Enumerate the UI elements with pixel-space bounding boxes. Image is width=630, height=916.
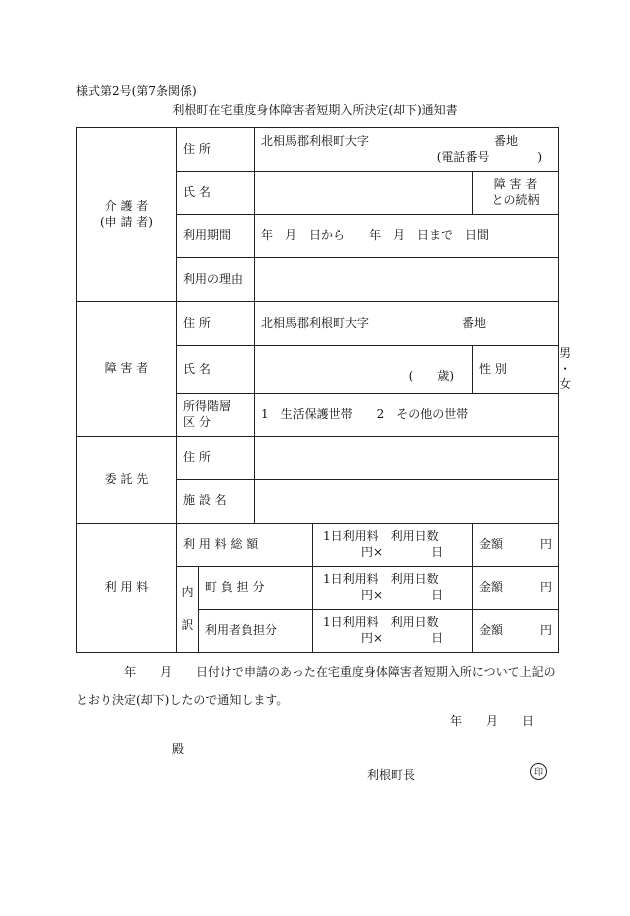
contractor-address-label: 住 所 (177, 436, 255, 479)
town-share-calc[interactable]: 1日利用料 利用日数 円× 日 (313, 566, 473, 609)
caregiver-section-label: 介 護 者 (申 請 者) (77, 128, 177, 302)
income-class-options[interactable]: 1 生活保護世帯 2 その他の世帯 (255, 393, 559, 436)
relation-label: 障 害 者 との続柄 (473, 172, 559, 215)
disabled-section-label: 障 害 者 (77, 302, 177, 437)
facility-name-label: 施 設 名 (177, 479, 255, 523)
breakdown-label: 内 訳 (177, 566, 199, 652)
issuer-name: 利根町長 (367, 768, 416, 782)
user-share-amount[interactable]: 金額 円 (473, 609, 559, 652)
facility-name-field[interactable] (255, 479, 559, 523)
caregiver-name-field[interactable] (255, 172, 473, 215)
income-class-label: 所得階層 区 分 (177, 393, 255, 436)
caregiver-address-cell[interactable]: 北相馬郡利根町大字 番地 (電話番号 ) (255, 128, 559, 172)
fee-total-label: 利 用 料 総 額 (177, 523, 313, 566)
fee-total-amount[interactable]: 金額 円 (473, 523, 559, 566)
form-number: 様式第2号(第7条関係) (76, 84, 197, 98)
caregiver-name-label: 氏 名 (177, 172, 255, 215)
age-field: ( 歳) (408, 368, 455, 383)
disabled-address-cell[interactable]: 北相馬郡利根町大字 番地 (255, 302, 559, 346)
contractor-address-field[interactable] (255, 436, 559, 479)
period-label: 利用期間 (177, 215, 255, 258)
document-title: 利根町在宅重度身体障害者短期入所決定(却下)通知書 (172, 103, 458, 117)
fee-total-calc[interactable]: 1日利用料 利用日数 円× 日 (313, 523, 473, 566)
seal-icon: 印 (530, 763, 547, 780)
contractor-section-label: 委 託 先 (77, 436, 177, 523)
notice-date: 年 月 日 (450, 714, 535, 728)
town-share-label: 町 負 担 分 (199, 566, 313, 609)
user-share-label: 利用者負担分 (199, 609, 313, 652)
period-field[interactable]: 年 月 日から 年 月 日まで 日間 (255, 215, 559, 258)
addressee-suffix: 殿 (172, 742, 185, 756)
closing-statement: 年 月 日付けで申請のあった在宅重度身体障害者短期入所について上記のとおり決定(却下)したので通知します。 (76, 665, 556, 707)
reason-label: 利用の理由 (177, 258, 255, 302)
disabled-name-label: 氏 名 (177, 346, 255, 394)
gender-label: 性 別 (473, 346, 559, 394)
disabled-name-field[interactable] (255, 346, 473, 394)
user-share-calc[interactable]: 1日利用料 利用日数 円× 日 (313, 609, 473, 652)
notice-form-table: 介 護 者 (申 請 者) 住 所 北相馬郡利根町大字 番地 (電話番号 ) 氏 名 障 害 者 との続柄 利用期間 年 月 日から 年 月 日まで 日間 利用の理由 障 害 者 住 所 北相馬郡利根町大字 番地 氏 名 ( 歳) 性 別 男 ・ 女 所得階層 区 分 1 生活保護世帯 2 その他の世帯 委 託 先 住 所 施 設 名 利 用 料 利 用 料 総 額 1日利用料 利用日数 円× 日 金額 円 内 訳 町 負 担 分 1日利用料 利用日数 円× 日 金額 円 利用者負担分 1日利用料 利用日数 円× 日 金額 円 (76, 127, 559, 653)
caregiver-address-label: 住 所 (177, 128, 255, 172)
town-share-amount[interactable]: 金額 円 (473, 566, 559, 609)
fees-section-label: 利 用 料 (77, 523, 177, 652)
disabled-address-label: 住 所 (177, 302, 255, 346)
caregiver-phone: (電話番号 ) (436, 149, 543, 164)
reason-field[interactable] (255, 258, 559, 302)
